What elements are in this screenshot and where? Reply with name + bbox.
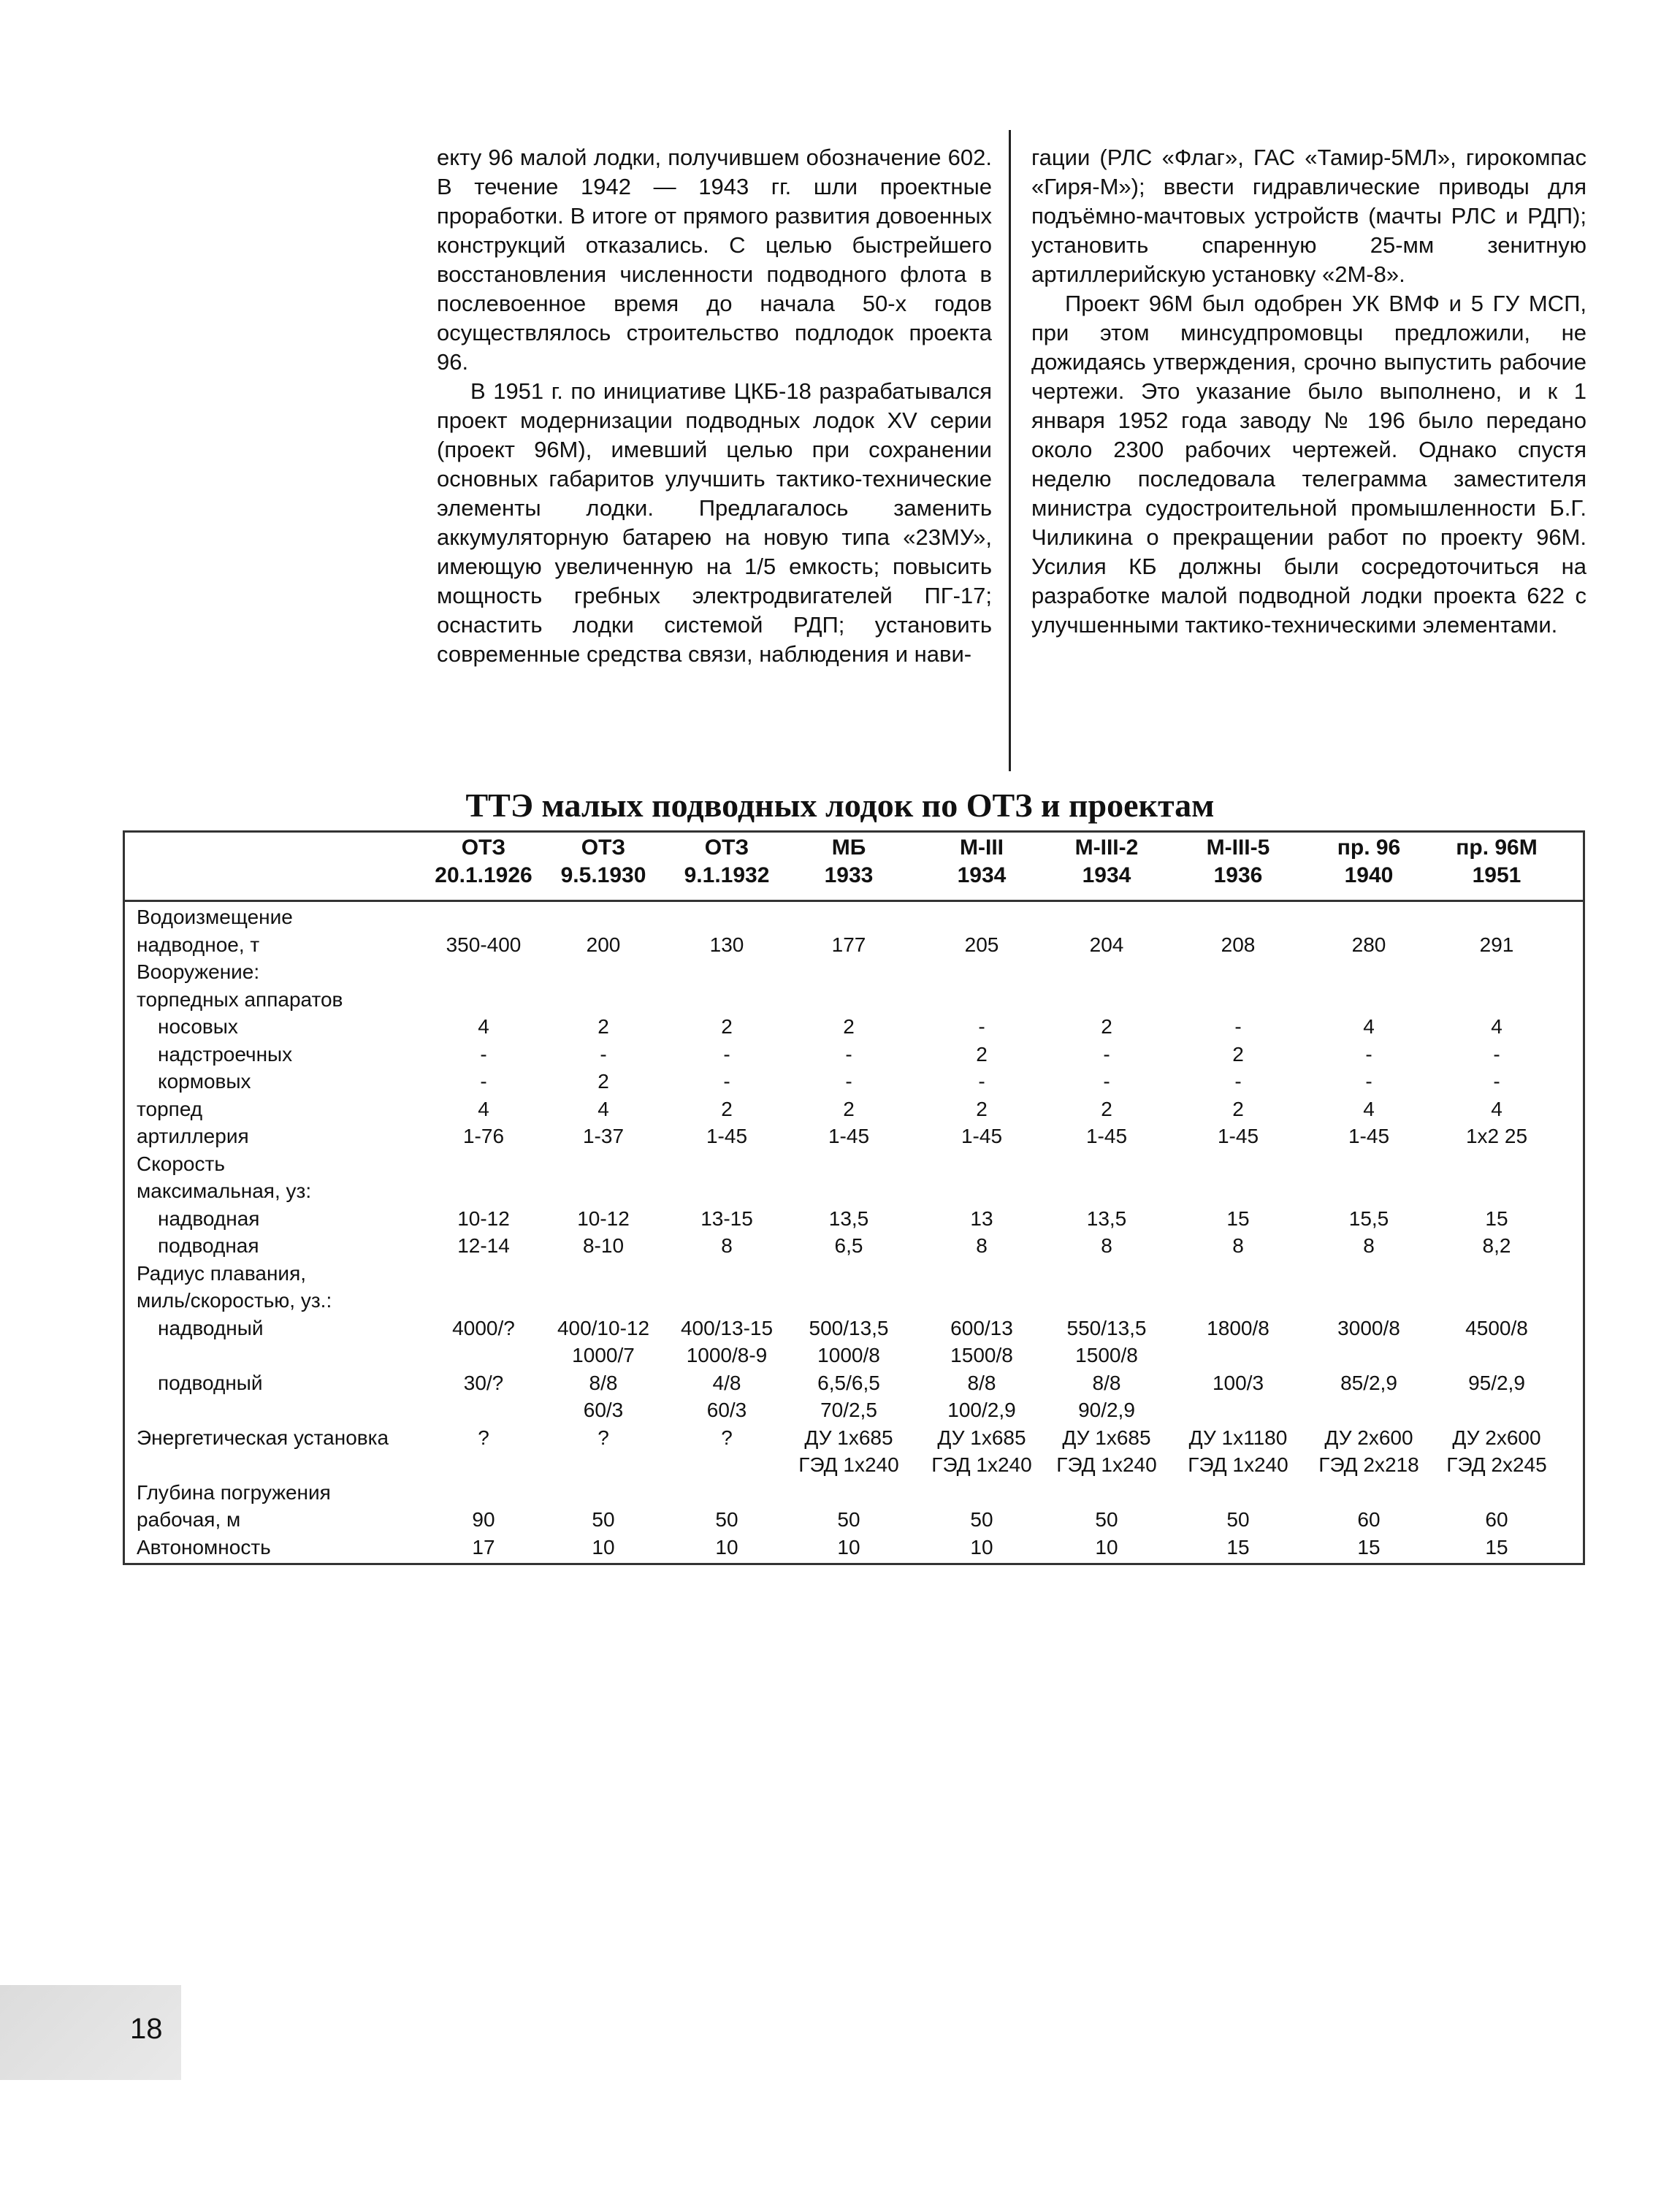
column-header-line: М-III: [960, 836, 1004, 860]
row-label: Радиус плавания,: [137, 1261, 307, 1285]
table-cell: 50: [715, 1508, 738, 1531]
table-cell: 6,5: [834, 1234, 863, 1257]
row-label: рабочая, м: [137, 1508, 241, 1531]
table-cell: 12-14: [457, 1234, 510, 1257]
column-header: [1173, 834, 1303, 890]
table-cell: 100/3: [1212, 1371, 1264, 1394]
table-cell: 500/13,5: [809, 1316, 889, 1339]
table-cell: ?: [478, 1426, 489, 1449]
table-cell: 1-45: [706, 1125, 748, 1147]
table-cell: 2: [1232, 1042, 1244, 1066]
column-header: [1304, 834, 1434, 890]
table-cell: 208: [1221, 933, 1256, 956]
table-cell: 2: [843, 1015, 855, 1038]
column-header-line: 1934: [957, 863, 1007, 887]
table-cell: -: [1365, 1070, 1372, 1093]
row-label: Водоизмещение: [137, 906, 293, 928]
table-cell: 8/8: [589, 1371, 618, 1394]
row-label: надстроечных: [158, 1042, 293, 1066]
table-cell: 550/13,5: [1066, 1316, 1147, 1339]
table-cell: 204: [1089, 933, 1124, 956]
table-cell: ДУ 1x685: [804, 1426, 893, 1449]
table-cell: 1-76: [462, 1125, 505, 1147]
table-cell: -: [1365, 1042, 1372, 1066]
text-column-right: [1031, 143, 1587, 640]
column-header: [538, 834, 668, 890]
table-cell: 200: [586, 933, 621, 956]
table-cell: 1-45: [1217, 1125, 1259, 1147]
table-cell: 1500/8: [1075, 1344, 1138, 1366]
table-cell: ДУ 1x685: [1062, 1426, 1151, 1449]
table-cell: 2: [1232, 1097, 1244, 1120]
table-cell: 2: [721, 1015, 733, 1038]
column-header-line: 1934: [1082, 863, 1131, 887]
table-cell: 15: [1485, 1535, 1508, 1559]
table-cell: 8: [1101, 1234, 1112, 1257]
table-cell: 8: [1232, 1234, 1244, 1257]
table-cell: -: [1493, 1070, 1500, 1093]
column-divider: [1009, 130, 1011, 771]
table-cell: 1800/8: [1207, 1316, 1269, 1339]
column-header-line: ОТЗ: [581, 836, 626, 860]
table-cell: 8: [976, 1234, 988, 1257]
table-cell: 85/2,9: [1340, 1371, 1397, 1394]
table-cell: 8/8: [1092, 1371, 1121, 1394]
table-cell: -: [978, 1015, 985, 1038]
table-cell: ГЭД 1x240: [798, 1453, 899, 1476]
row-label: Вооружение:: [137, 960, 260, 983]
table-cell: 2: [976, 1097, 988, 1120]
table-cell: 8: [1363, 1234, 1375, 1257]
table-cell: 4500/8: [1465, 1316, 1528, 1339]
table-cell: 90/2,9: [1078, 1399, 1135, 1421]
table-cell: ГЭД 1x240: [931, 1453, 1032, 1476]
row-label: подводный: [158, 1371, 263, 1394]
table-cell: -: [845, 1070, 852, 1093]
table-cell: 10-12: [457, 1207, 510, 1230]
table-cell: ГЭД 1x240: [1188, 1453, 1288, 1476]
table-cell: 2: [976, 1042, 988, 1066]
table-cell: 4/8: [712, 1371, 741, 1394]
column-header-line: 1940: [1344, 863, 1394, 887]
table-cell: 50: [970, 1508, 993, 1531]
table-cell: ДУ 1x1180: [1188, 1426, 1288, 1449]
table-cell: 6,5/6,5: [817, 1371, 880, 1394]
table-cell: -: [723, 1042, 730, 1066]
table-cell: -: [480, 1070, 487, 1093]
table-cell: 4: [478, 1015, 489, 1038]
table-cell: 30/?: [463, 1371, 504, 1394]
table-cell: 2: [597, 1070, 609, 1093]
table-cell: 1-37: [582, 1125, 625, 1147]
table-cell: 177: [831, 933, 866, 956]
column-header: [784, 834, 914, 890]
column-header-line: М-III-5: [1206, 836, 1270, 860]
table-cell: 4: [1363, 1097, 1375, 1120]
table-cell: ДУ 2x600: [1452, 1426, 1541, 1449]
table-cell: 60/3: [706, 1399, 747, 1421]
table-cell: 291: [1479, 933, 1514, 956]
table-cell: -: [845, 1042, 852, 1066]
table-cell: 15: [1485, 1207, 1508, 1230]
table-cell: 50: [1226, 1508, 1250, 1531]
table-cell: -: [1234, 1015, 1242, 1038]
table-title: ТТЭ малых подводных лодок по ОТЗ и проектам: [465, 787, 1215, 824]
paragraph: гации (РЛС «Флаг», ГАС «Тамир-5МЛ», гирокомпас «Гиря-М»); ввести гидравлические приводы для подъёмно-мачтовых устройств (мачты РЛС и РДП); установить спаренную 25-мм зенитную артиллерийскую установку «2М-8».: [1031, 145, 1587, 287]
table-cell: ДУ 2x600: [1324, 1426, 1413, 1449]
paragraph: В 1951 г. по инициативе ЦКБ-18 разрабатывался проект модернизации подводных лодок XV серии (проект 96М), имевший целью при сохранении основных габаритов улучшить тактико-технические элементы лодки. Предлагалось заменить аккумуляторную батарею на новую типа «23МУ», имеющую увеличенную на 1/5 емкость; повысить мощность гребных электродвигателей ПГ-17; оснастить лодки системой РДП; установить современные средства связи, наблюдения и нави-: [437, 378, 992, 667]
table-cell: 10: [592, 1535, 615, 1559]
table-cell: 10: [837, 1535, 860, 1559]
table-cell: 1000/7: [572, 1344, 635, 1366]
column-header-line: МБ: [831, 836, 866, 860]
table-cell: ГЭД 2x218: [1318, 1453, 1419, 1476]
row-label: торпед: [137, 1097, 203, 1120]
table-cell: 4: [1491, 1015, 1503, 1038]
table-cell: 350-400: [446, 933, 522, 956]
row-label: подводная: [158, 1234, 259, 1257]
table-cell: 2: [721, 1097, 733, 1120]
table-cell: 17: [472, 1535, 495, 1559]
table-cell: 1000/8-9: [686, 1344, 768, 1366]
column-header-line: ОТЗ: [704, 836, 749, 860]
column-header-line: М-III-2: [1074, 836, 1139, 860]
table-cell: ?: [597, 1426, 609, 1449]
table-cell: 50: [592, 1508, 615, 1531]
table-cell: 2: [1101, 1097, 1112, 1120]
paragraph: Проект 96М был одобрен УК ВМФ и 5 ГУ МСП, при этом минсудпромовцы предложили, не дожидаясь утверждения, срочно выпустить рабочие чертежи. Это указание было выполнено, и к 1 января 1952 года заводу № 196 было передано около 2300 рабочих чертежей. Однако спустя неделю последовала телеграмма заместителя министра судостроительной промышленности Б.Г. Чиликина о прекращении работ по проекту 96М. Усилия КБ должны были сосредоточиться на разработке малой подводной лодки проекта 622 с улучшенными тактико-техническими элементами.: [1031, 291, 1587, 638]
row-label: торпедных аппаратов: [137, 987, 343, 1011]
table-cell: 4: [1491, 1097, 1503, 1120]
column-header: [662, 834, 792, 890]
table-cell: 10: [1095, 1535, 1118, 1559]
row-label: Автономность: [137, 1535, 271, 1559]
table-cell: 60/3: [583, 1399, 624, 1421]
table-cell: 8: [721, 1234, 733, 1257]
table-cell: 1000/8: [817, 1344, 880, 1366]
table-cell: 70/2,5: [820, 1399, 877, 1421]
table-cell: 1500/8: [950, 1344, 1013, 1366]
table-cell: 4000/?: [452, 1316, 515, 1339]
table-cell: 13,5: [1086, 1207, 1127, 1230]
table-cell: 13-15: [700, 1207, 753, 1230]
column-header: [419, 834, 549, 890]
page-number: 18: [130, 2013, 163, 2045]
column-header-line: 9.5.1930: [560, 863, 646, 887]
row-label: артиллерия: [137, 1125, 249, 1147]
table-cell: 50: [837, 1508, 860, 1531]
table-cell: 1x2 25: [1465, 1125, 1528, 1147]
table-cell: 4: [478, 1097, 489, 1120]
table-cell: 13: [970, 1207, 993, 1230]
table-cell: 1-45: [1348, 1125, 1390, 1147]
column-header-line: 1951: [1472, 863, 1521, 887]
column-header-line: пр. 96М: [1456, 836, 1538, 860]
table-cell: 60: [1357, 1508, 1381, 1531]
row-label: Скорость: [137, 1152, 225, 1175]
column-header-line: ОТЗ: [461, 836, 506, 860]
table-cell: 2: [597, 1015, 609, 1038]
table-cell: 15: [1357, 1535, 1381, 1559]
table-cell: 8-10: [582, 1234, 625, 1257]
column-header: [917, 834, 1047, 890]
table-cell: 1-45: [828, 1125, 870, 1147]
table-cell: -: [1103, 1042, 1110, 1066]
table-cell: 2: [1101, 1015, 1112, 1038]
table-cell: ДУ 1x685: [937, 1426, 1026, 1449]
table-cell: 60: [1485, 1508, 1508, 1531]
column-header-line: пр. 96: [1337, 836, 1401, 860]
table-cell: 95/2,9: [1468, 1371, 1525, 1394]
table-cell: 15: [1226, 1207, 1250, 1230]
table-cell: 2: [843, 1097, 855, 1120]
table-cell: 1-45: [961, 1125, 1003, 1147]
table-cell: 205: [964, 933, 999, 956]
paragraph: екту 96 малой лодки, получившем обозначение 602. В течение 1942 — 1943 гг. шли проектные проработки. В итоге от прямого развития довоенных конструкций отказались. С целью быстрейшего восстановления численности подводного флота в послевоенное время до начала 50-х годов осуществлялось строительство подлодок проекта 96.: [437, 145, 992, 375]
table-cell: 50: [1095, 1508, 1118, 1531]
column-header-line: 1936: [1213, 863, 1263, 887]
row-label: кормовых: [158, 1070, 251, 1093]
table-cell: 3000/8: [1337, 1316, 1400, 1339]
row-label: надводный: [158, 1316, 264, 1339]
table-header-rule: [123, 900, 1585, 902]
table-cell: ГЭД 1x240: [1056, 1453, 1157, 1476]
table-cell: 10: [970, 1535, 993, 1559]
table-cell: -: [1493, 1042, 1500, 1066]
table-cell: 8,2: [1482, 1234, 1511, 1257]
table-cell: 15: [1226, 1535, 1250, 1559]
text-column-left: [437, 143, 992, 669]
table-cell: -: [978, 1070, 985, 1093]
table-cell: -: [723, 1070, 730, 1093]
table-cell: 280: [1351, 933, 1386, 956]
table-cell: 4: [597, 1097, 609, 1120]
table-cell: 130: [709, 933, 744, 956]
row-label: Энергетическая установка: [137, 1426, 389, 1449]
row-label: миль/скоростью, уз.:: [137, 1289, 332, 1312]
table-cell: 10: [715, 1535, 738, 1559]
table-cell: ?: [721, 1426, 733, 1449]
table-cell: 1-45: [1085, 1125, 1128, 1147]
table-cell: -: [480, 1042, 487, 1066]
column-header-line: 9.1.1932: [684, 863, 770, 887]
table-cell: 13,5: [828, 1207, 869, 1230]
row-label: надводная: [158, 1207, 260, 1230]
column-header-line: 20.1.1926: [435, 863, 532, 887]
column-header: [1432, 834, 1562, 890]
table-cell: 4: [1363, 1015, 1375, 1038]
table-cell: 100/2,9: [947, 1399, 1016, 1421]
row-label: Глубина погружения: [137, 1480, 331, 1504]
table-cell: 10-12: [577, 1207, 630, 1230]
table-cell: -: [1234, 1070, 1242, 1093]
table-cell: 90: [472, 1508, 495, 1531]
row-label: максимальная, уз:: [137, 1179, 312, 1202]
table-cell: 15,5: [1348, 1207, 1389, 1230]
table-cell: 600/13: [950, 1316, 1013, 1339]
table-cell: 8/8: [967, 1371, 996, 1394]
row-label: носовых: [158, 1015, 238, 1038]
table-cell: -: [1103, 1070, 1110, 1093]
row-label: надводное, т: [137, 933, 260, 956]
table-cell: 400/13-15: [680, 1316, 774, 1339]
table-cell: ГЭД 2x245: [1446, 1453, 1547, 1476]
table-cell: 400/10-12: [557, 1316, 650, 1339]
table-cell: -: [600, 1042, 607, 1066]
column-header: [1042, 834, 1172, 890]
column-header-line: 1933: [824, 863, 874, 887]
